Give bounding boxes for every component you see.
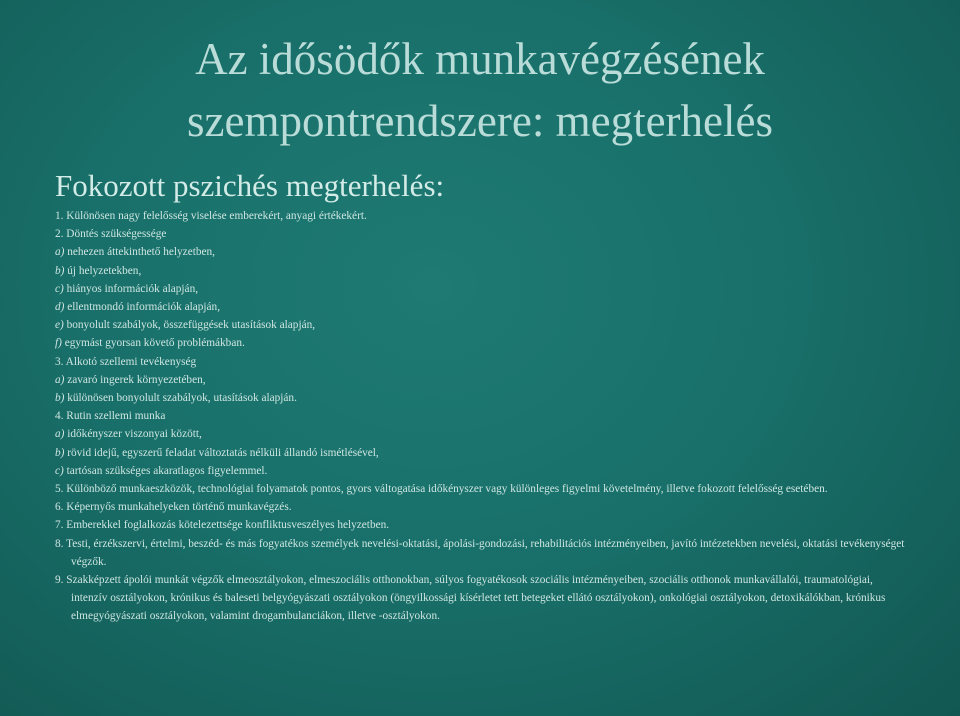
list-item: d) ellentmondó információk alapján, [55, 301, 221, 314]
section-heading: Fokozott pszichés megterhelés: [55, 168, 445, 203]
slide-title [0, 28, 960, 152]
list-item: 4. Rutin szellemi munka [55, 410, 166, 423]
list-item: b) különösen bonyolult szabályok, utasítások alapján. [55, 392, 297, 405]
criteria-list [55, 207, 905, 626]
list-item: c) hiányos információk alapján, [55, 282, 199, 295]
list-item: 9. Szakképzett ápolói munkát végzők elmeosztályokon, elmeszociális otthonokban, súlyos fogyatékosok szociális intézményeiben, szociális otthonok munkavállalói, traumatológiai, intenzív osztályokon, krónikus és baleseti belgyógyászati osztályokon (öngyilkossági kísérletet tett betegeket ellátó osztályokon), onkológiai osztályokon, detoxikálókban, krónikus elmegyógyászati osztályokon, valamint drogambulanciákon, illetve -osztályokon. [55, 574, 886, 623]
list-item: f) egymást gyorsan követő problémákban. [55, 337, 245, 350]
list-item: a) időkényszer viszonyai között, [55, 428, 202, 441]
list-item: a) zavaró ingerek környezetében, [55, 373, 206, 386]
list-item: b) rövid idejű, egyszerű feladat változtatás nélküli állandó ismétlésével, [55, 446, 379, 459]
list-item: c) tartósan szükséges akaratlagos figyelemmel. [55, 464, 268, 477]
list-item: e) bonyolult szabályok, összefüggések utasítások alapján, [55, 319, 316, 332]
list-item: 6. Képernyős munkahelyeken történő munkavégzés. [55, 501, 292, 514]
list-item: a) nehezen áttekinthető helyzetben, [55, 246, 215, 259]
list-item: 3. Alkotó szellemi tevékenység [55, 355, 197, 368]
slide-title-line-1: Az idősödők munkavégzésének [195, 34, 765, 84]
list-item: 2. Döntés szükségessége [55, 228, 167, 241]
slide-title-line-2: szempontrendszere: megterhelés [187, 96, 773, 146]
list-item: 7. Emberekkel foglalkozás kötelezettsége konfliktusveszélyes helyzetben. [55, 519, 390, 532]
list-item: b) új helyzetekben, [55, 264, 142, 277]
list-item: 5. Különböző munkaeszközök, technológiai folyamatok pontos, gyors váltogatása időkényszer vagy különleges figyelmi követelmény, illetve fokozott felelősség esetében. [55, 483, 828, 496]
list-item: 1. Különösen nagy felelősség viselése emberekért, anyagi értékekért. [55, 210, 367, 222]
list-item: 8. Testi, érzékszervi, értelmi, beszéd- és más fogyatékos személyek nevelési-oktatási, ápolási-gondozási, rehabilitációs intézményeiben, javító intézetekben nevelési, oktatási tevékenységet végzők. [55, 537, 905, 568]
